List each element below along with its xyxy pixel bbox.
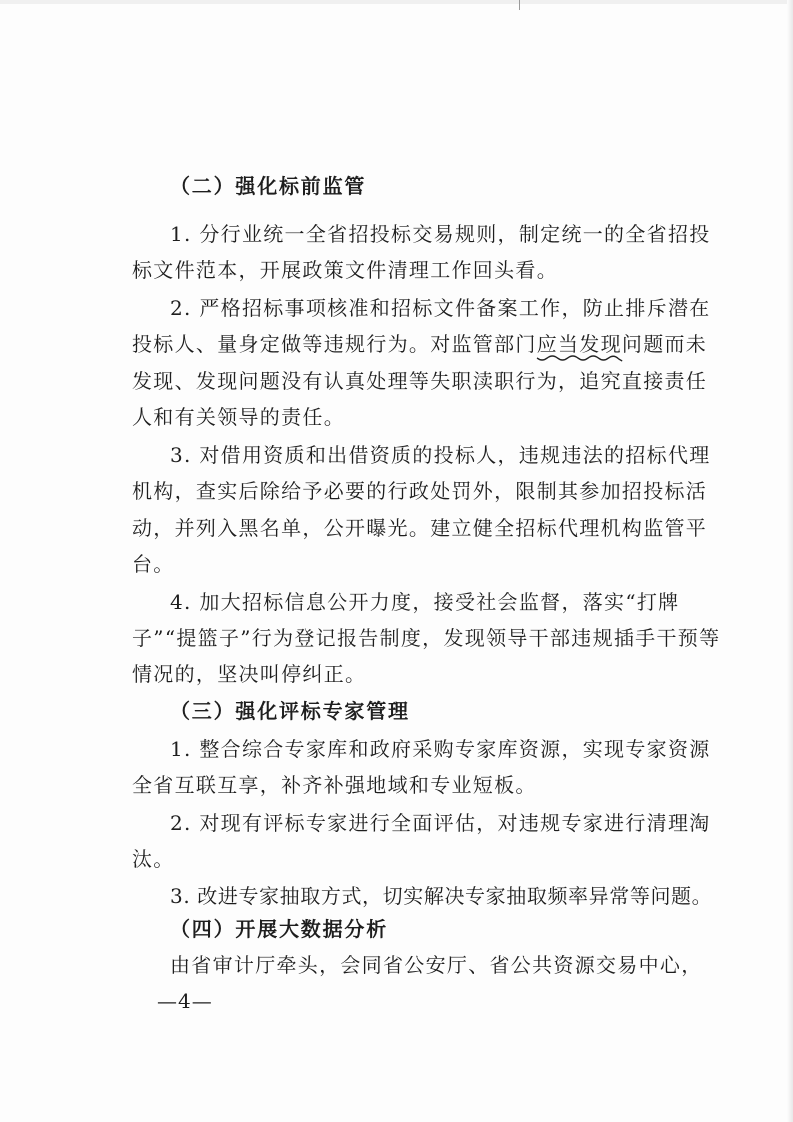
section-heading-2: （二）强化标前监管 <box>170 174 367 198</box>
paragraph-line: 2. 严格招标事项核准和招标文件备案工作，防止排斥潜在 <box>170 296 711 320</box>
paragraph-line: 汰。 <box>132 847 175 871</box>
paragraph-line: 3. 对借用资质和出借资质的投标人，违规违法的招标代理 <box>170 443 711 467</box>
paragraph-line: 4. 加大招标信息公开力度，接受社会监督，落实“打牌 <box>170 590 680 614</box>
paragraph-line: 动，并列入黑名单，公开曝光。建立健全招标代理机构监管平 <box>132 516 708 540</box>
paragraph-line: 发现、发现问题没有认真处理等失职渎职行为，追究直接责任 <box>132 369 708 393</box>
paragraph-line: 人和有关领导的责任。 <box>132 405 345 429</box>
paragraph-line: 2. 对现有评标专家进行全面评估，对违规专家进行清理淘 <box>170 811 711 835</box>
paragraph-line-with-underline <box>132 331 708 357</box>
paragraph-line: 1. 整合综合专家库和政府采购专家库资源，实现专家资源 <box>170 737 711 761</box>
wavy-underline-icon <box>537 355 622 363</box>
text-segment: 问题而未 <box>621 332 708 356</box>
paragraph-line: 台。 <box>132 552 175 576</box>
paragraph-line: 子”“提篮子”行为登记报告制度，发现领导干部违规插手干预等 <box>132 626 721 650</box>
paragraph-line: 机构，查实后除给予必要的行政处罚外，限制其参加招投标活 <box>132 479 708 503</box>
scan-tick-mark <box>519 0 520 10</box>
paragraph-line: 3. 改进专家抽取方式，切实解决专家抽取频率异常等问题。 <box>170 884 713 908</box>
section-heading-4: （四）开展大数据分析 <box>170 917 388 941</box>
scan-edge-top <box>0 0 793 4</box>
section-heading-3: （三）强化评标专家管理 <box>170 699 410 723</box>
paragraph-line: 标文件范本，开展政策文件清理工作回头看。 <box>132 258 558 282</box>
handwritten-underline-mark <box>537 331 622 357</box>
paragraph-line: 情况的，坚决叫停纠正。 <box>132 662 367 686</box>
paragraph-line: 由省审计厅牵头，会同省公安厅、省公共资源交易中心， <box>170 953 703 977</box>
paragraph-line: 1. 分行业统一全省招投标交易规则，制定统一的全省招投 <box>170 222 711 246</box>
scan-edge-right <box>787 0 793 1122</box>
paragraph-line: 全省互联互享，补齐补强地域和专业短板。 <box>132 773 537 797</box>
underlined-text: 应当发现 <box>536 332 622 356</box>
page-number: —4— <box>157 989 213 1013</box>
text-segment: 投标人、量身定做等违规行为。对监管部门 <box>132 332 537 356</box>
